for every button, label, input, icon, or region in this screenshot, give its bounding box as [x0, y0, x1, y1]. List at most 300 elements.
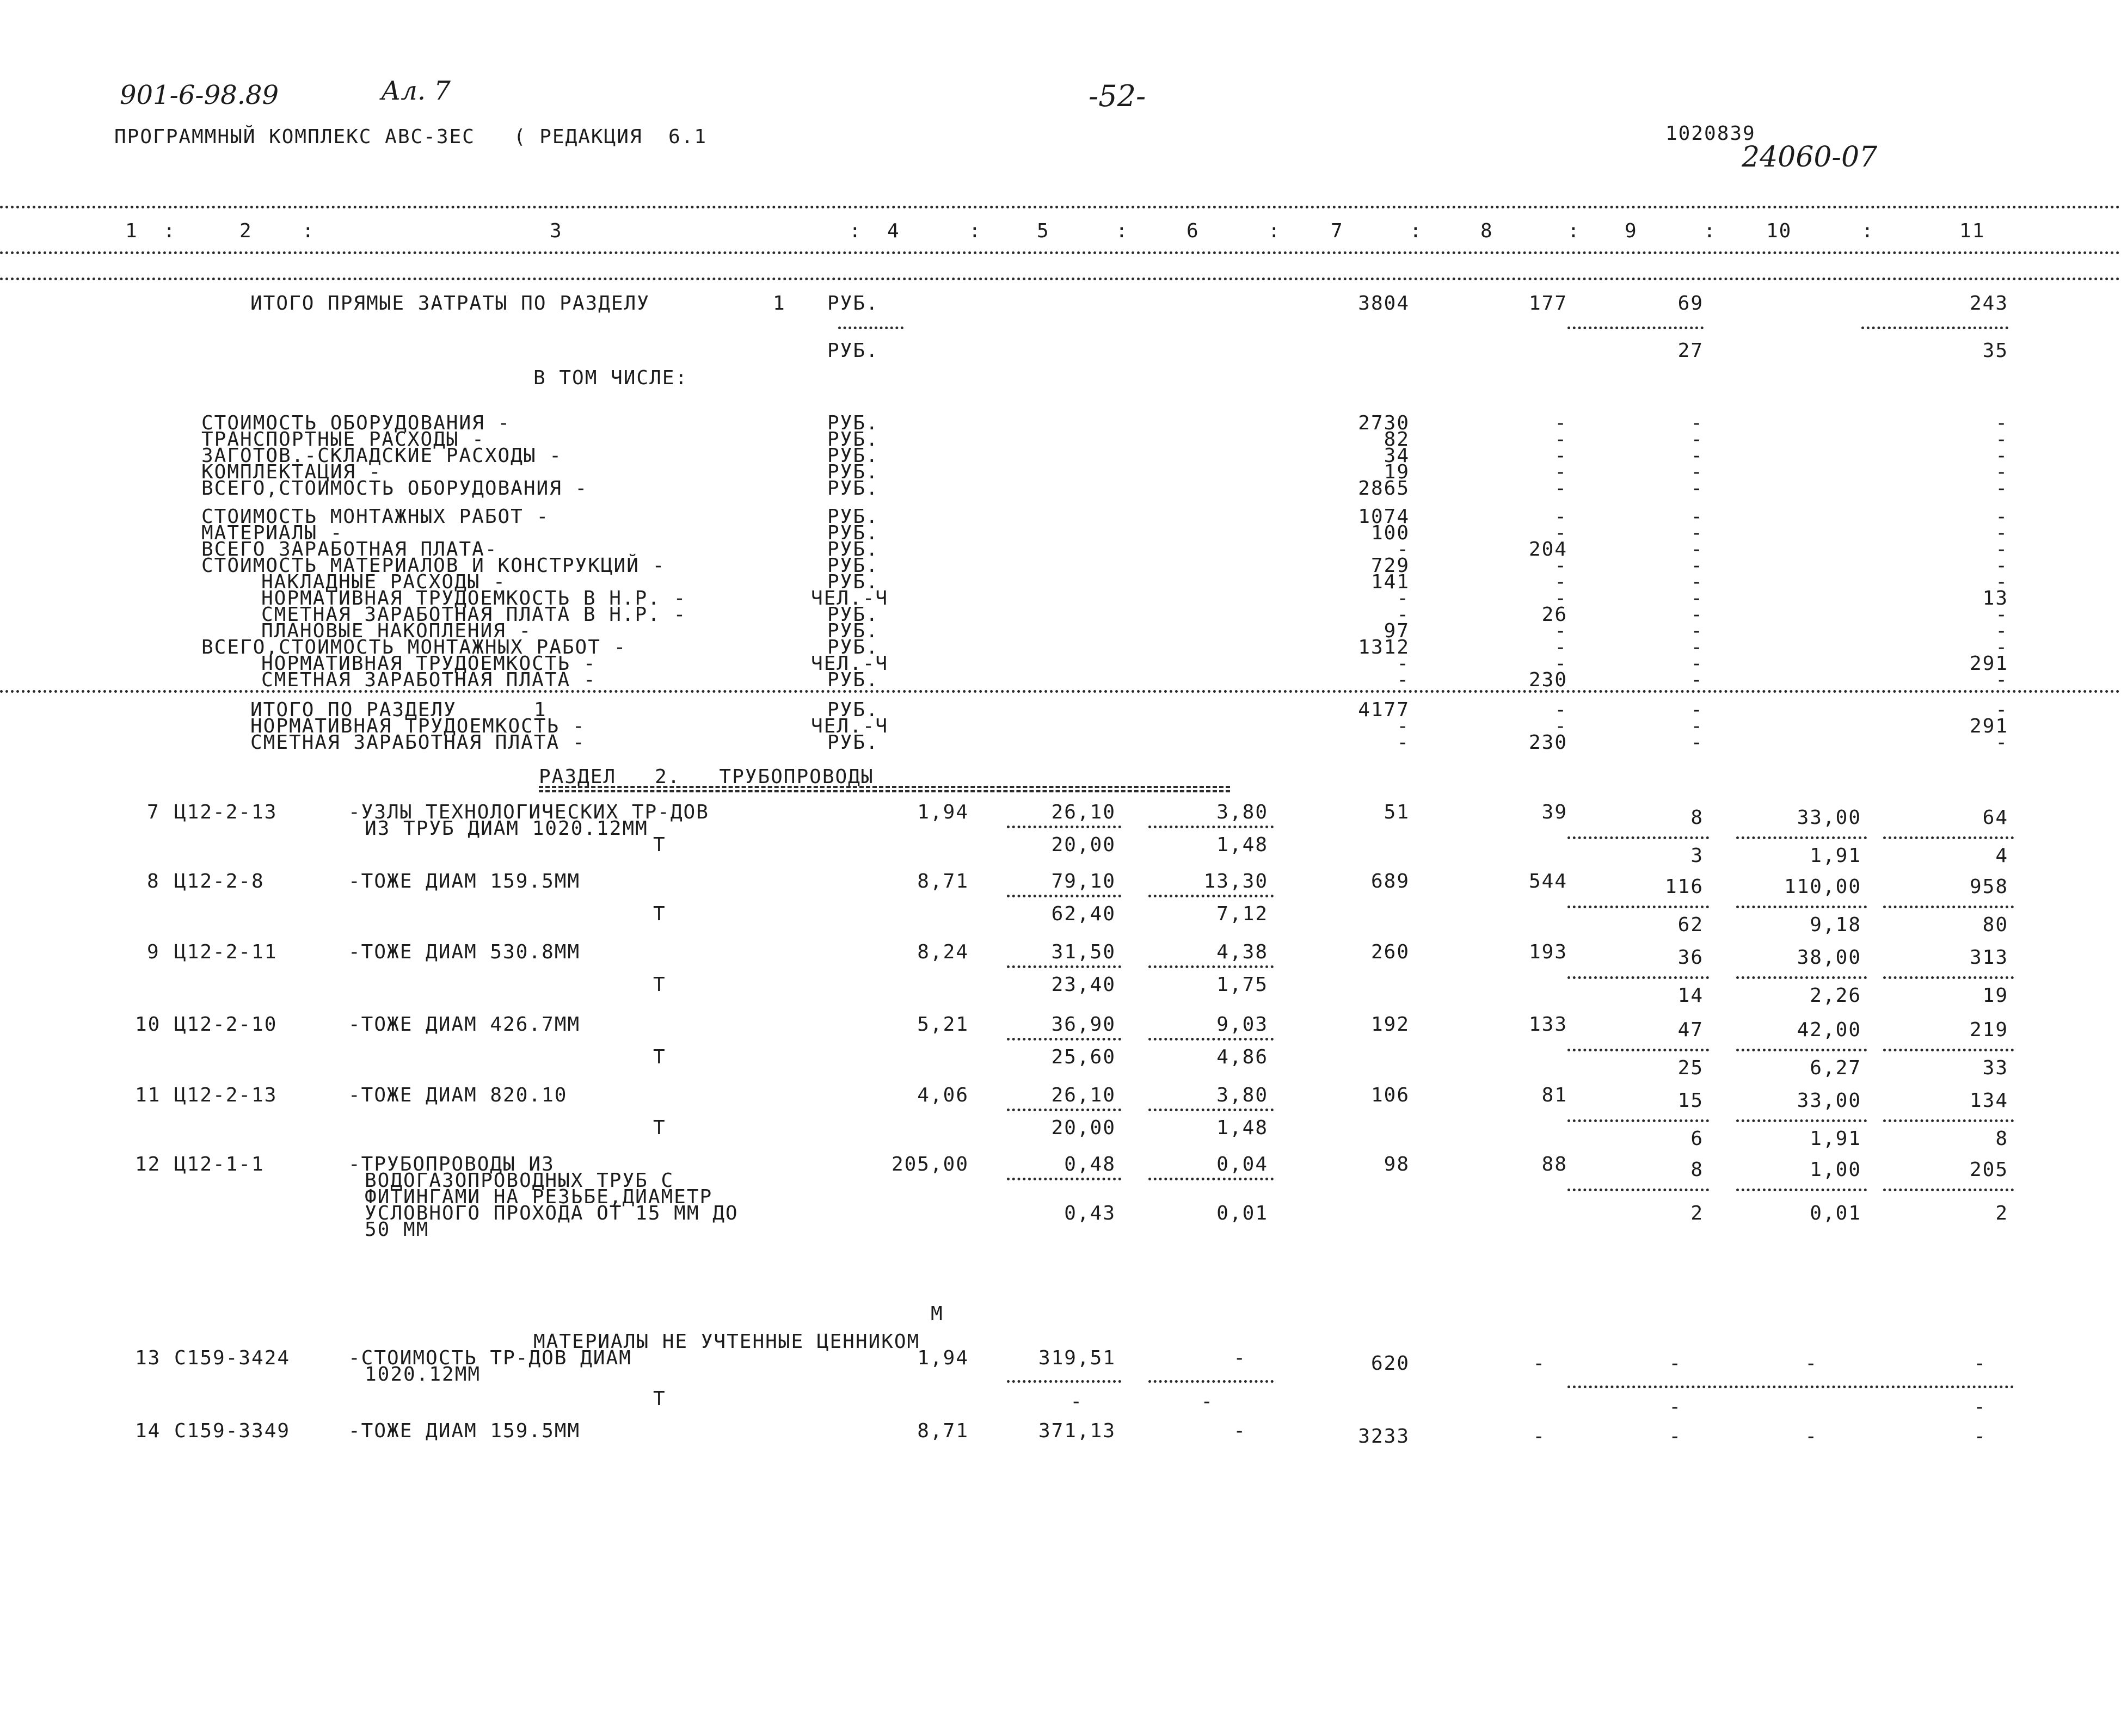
summary-row-label: ВСЕГО ЗАРАБОТНАЯ ПЛАТА- — [201, 538, 498, 561]
material-c9: - — [1669, 1352, 1682, 1375]
summary-row-c8: 26 — [1541, 604, 1567, 626]
section-total-c11: - — [1995, 731, 2008, 754]
summary-row-c11: - — [1995, 445, 2008, 467]
item-c8: 81 — [1541, 1084, 1567, 1106]
item-c5: 26,10 — [1051, 1084, 1116, 1106]
total-direct-unit: РУБ. — [827, 292, 879, 315]
summary-row-c8: - — [1554, 522, 1567, 544]
item-c7: 689 — [1370, 870, 1410, 892]
item-rule-c5 — [1007, 1038, 1121, 1041]
summary-row-unit: РУБ. — [827, 555, 879, 577]
item-description: ВОДОГАЗОПРОВОДНЫХ ТРУБ С — [365, 1169, 674, 1192]
summary-row-c7: 82 — [1384, 428, 1410, 451]
material-number: 14 — [135, 1420, 161, 1442]
section-total-c7: - — [1397, 715, 1410, 737]
header-rule-bottom — [0, 251, 2121, 254]
material-c6: - — [1233, 1420, 1246, 1442]
item-sub-mark: Т — [653, 1046, 666, 1068]
item-sub-c11: 19 — [1982, 984, 2008, 1007]
item-c9: 15 — [1677, 1089, 1704, 1112]
column-header-c9: 9 — [1625, 220, 1638, 242]
summary-row-c8: - — [1554, 587, 1567, 610]
item-rule-c6 — [1148, 1109, 1274, 1111]
item-c11: 958 — [1969, 876, 2008, 898]
item-sub-c11: 4 — [1995, 845, 2008, 867]
item-code: Ц12-2-13 — [174, 801, 278, 823]
item-c7: 192 — [1370, 1013, 1410, 1036]
item-rule-c9 — [1567, 1189, 1709, 1191]
column-separator: : — [1567, 220, 1581, 242]
summary-row-label: СТОИМОСТЬ МОНТАЖНЫХ РАБОТ - — [201, 506, 550, 528]
summary-row-c7: 97 — [1384, 620, 1410, 642]
section-total-label: НОРМАТИВНАЯ ТРУДОЕМКОСТЬ - — [250, 715, 586, 737]
total-direct-c9: 69 — [1677, 292, 1704, 315]
summary-row-unit: РУБ. — [827, 620, 879, 642]
item-rule-c5 — [1007, 1109, 1121, 1111]
item-code: Ц12-2-8 — [174, 870, 265, 892]
summary-row-c7: 19 — [1384, 461, 1410, 483]
item-c9: 36 — [1677, 946, 1704, 969]
material-c10: - — [1805, 1425, 1818, 1448]
total-direct-unit-2: РУБ. — [827, 340, 879, 362]
total-direct-c8: 177 — [1528, 292, 1567, 315]
section-2-underline-2 — [539, 790, 1230, 792]
column-separator: : — [1861, 220, 1874, 242]
section-total-label: СМЕТНАЯ ЗАРАБОТНАЯ ПЛАТА - — [250, 731, 586, 754]
summary-row-unit: РУБ. — [827, 538, 879, 561]
summary-row-c8: 204 — [1528, 538, 1567, 561]
item-c11: 205 — [1969, 1159, 2008, 1181]
summary-row-c9: - — [1690, 604, 1704, 626]
column-separator: : — [163, 220, 176, 242]
item-rule-c10 — [1736, 906, 1867, 908]
item-quantity: 5,21 — [917, 1013, 969, 1036]
section-2-underline — [539, 786, 1230, 788]
total-direct-section: 1 — [773, 292, 786, 315]
item-c5: 36,90 — [1051, 1013, 1116, 1036]
material-sub-c9: - — [1669, 1396, 1682, 1418]
summary-row-c7: 1074 — [1358, 506, 1410, 528]
item-rule-c5 — [1007, 1178, 1121, 1180]
material-c10: - — [1805, 1352, 1818, 1375]
column-separator: : — [1704, 220, 1717, 242]
item-code: Ц12-2-11 — [174, 941, 278, 963]
total-direct-c9-2: 27 — [1677, 340, 1704, 362]
item-c10: 33,00 — [1797, 1089, 1861, 1112]
item-sub-c6: 1,48 — [1216, 834, 1268, 856]
summary-row-c11: - — [1995, 636, 2008, 658]
summary-row-unit: РУБ. — [827, 428, 879, 451]
item-number: 11 — [135, 1084, 161, 1106]
including-label: В ТОМ ЧИСЛЕ: — [533, 367, 688, 389]
item-c5: 0,48 — [1064, 1153, 1116, 1175]
item-description: -ТОЖЕ ДИАМ 426.7ММ — [348, 1013, 581, 1036]
material-c7: 3233 — [1358, 1425, 1410, 1448]
item-rule-c5 — [1007, 826, 1121, 828]
item-sub-c6: 7,12 — [1216, 903, 1268, 925]
summary-row-c8: - — [1554, 636, 1567, 658]
column-separator: : — [969, 220, 982, 242]
summary-row-label: НАКЛАДНЫЕ РАСХОДЫ - — [261, 571, 506, 593]
header-rule-top — [0, 206, 2121, 208]
item-rule-c6 — [1148, 965, 1274, 968]
summary-row-label: ТРАНСПОРТНЫЕ РАСХОДЫ - — [201, 428, 485, 451]
section-total-c9: - — [1690, 715, 1704, 737]
item-rule-c5 — [1007, 895, 1121, 897]
item-c6: 4,38 — [1216, 941, 1268, 963]
item-rule-c6 — [1148, 1038, 1274, 1041]
summary-row-c8: - — [1554, 461, 1567, 483]
handwritten-album: Ал. 7 — [381, 76, 451, 106]
item-c8: 39 — [1541, 801, 1567, 823]
summary-row-c9: - — [1690, 506, 1704, 528]
summary-row-c8: - — [1554, 477, 1567, 500]
item-sub-mark: Т — [653, 974, 666, 996]
material-c8: - — [1533, 1425, 1546, 1448]
item-description: ИЗ ТРУБ ДИАМ 1020.12ММ — [365, 817, 648, 840]
material-c11: - — [1974, 1425, 1987, 1448]
item-c6: 3,80 — [1216, 1084, 1268, 1106]
material-c5: 371,13 — [1038, 1420, 1116, 1442]
item-c5: 31,50 — [1051, 941, 1116, 963]
item-c11: 134 — [1969, 1089, 2008, 1112]
section-total-c9: - — [1690, 731, 1704, 754]
summary-row-label: СМЕТНАЯ ЗАРАБОТНАЯ ПЛАТА - — [261, 669, 597, 691]
summary-row-c9: - — [1690, 445, 1704, 467]
summary-row-c9: - — [1690, 538, 1704, 561]
summary-row-unit: РУБ. — [827, 604, 879, 626]
item-sub-c6: 1,75 — [1216, 974, 1268, 996]
item-sub-c5: 23,40 — [1051, 974, 1116, 996]
item-c11: 219 — [1969, 1019, 2008, 1041]
summary-row-c7: 141 — [1370, 571, 1410, 593]
summary-row-unit: РУБ. — [827, 522, 879, 544]
material-c7: 620 — [1370, 1352, 1410, 1375]
item-sub-c6: 1,48 — [1216, 1117, 1268, 1139]
summary-row-c11: - — [1995, 571, 2008, 593]
summary-row-c11: - — [1995, 620, 2008, 642]
material-c6: - — [1233, 1347, 1246, 1369]
item-c8: 88 — [1541, 1153, 1567, 1175]
item-description: 50 ММ — [365, 1218, 429, 1241]
total-direct-label: ИТОГО ПРЯМЫЕ ЗАТРАТЫ ПО РАЗДЕЛУ — [250, 292, 650, 315]
summary-row-c9: - — [1690, 461, 1704, 483]
summary-row-unit: РУБ. — [827, 571, 879, 593]
column-separator: : — [302, 220, 315, 242]
summary-row-c8: - — [1554, 412, 1567, 434]
item-sub-c9: 6 — [1690, 1128, 1704, 1150]
item-c7: 260 — [1370, 941, 1410, 963]
column-separator: : — [1116, 220, 1129, 242]
total-direct-c11: 243 — [1969, 292, 2008, 315]
section-2-title: РАЗДЕЛ 2. ТРУБОПРОВОДЫ — [539, 766, 874, 788]
summary-row-c11: - — [1995, 604, 2008, 626]
section-total-c7: 4177 — [1358, 699, 1410, 721]
item-c5: 26,10 — [1051, 801, 1116, 823]
c11-underline — [1861, 327, 2008, 329]
item-code: Ц12-2-13 — [174, 1084, 278, 1106]
summary-rule — [0, 278, 2121, 280]
section-total-c11: 291 — [1969, 715, 2008, 737]
item-sub-c5: 25,60 — [1051, 1046, 1116, 1068]
column-separator: : — [1268, 220, 1281, 242]
summary-row-c11: - — [1995, 506, 2008, 528]
section-total-unit: РУБ. — [827, 699, 879, 721]
item-sub-c5: 62,40 — [1051, 903, 1116, 925]
materials-note: МАТЕРИАЛЫ НЕ УЧТЕННЫЕ ЦЕННИКОМ — [533, 1331, 920, 1353]
summary-row-label: СТОИМОСТЬ ОБОРУДОВАНИЯ - — [201, 412, 511, 434]
summary-row-c11: - — [1995, 522, 2008, 544]
summary-row-c11: - — [1995, 669, 2008, 691]
section-total-c8: - — [1554, 699, 1567, 721]
summary-row-label: КОМПЛЕКТАЦИЯ - — [201, 461, 382, 483]
item-sub-c11: 8 — [1995, 1128, 2008, 1150]
total-direct-c11-2: 35 — [1982, 340, 2008, 362]
summary-row-c8: 230 — [1528, 669, 1567, 691]
material-rule-right — [1567, 1386, 2014, 1388]
summary-row-c11: 13 — [1982, 587, 2008, 610]
item-c10: 1,00 — [1810, 1159, 1861, 1181]
summary-row-c11: 291 — [1969, 652, 2008, 675]
summary-row-unit: РУБ. — [827, 477, 879, 500]
material-description: -СТОИМОСТЬ ТР-ДОВ ДИАМ — [348, 1347, 632, 1369]
item-number: 9 — [147, 941, 160, 963]
summary-row-c11: - — [1995, 428, 2008, 451]
summary-row-c7: 2865 — [1358, 477, 1410, 500]
summary-row-c7: - — [1397, 669, 1410, 691]
item-c8: 544 — [1528, 870, 1567, 892]
item-number: 7 — [147, 801, 160, 823]
item-sub-c11: 33 — [1982, 1057, 2008, 1079]
summary-row-c9: - — [1690, 587, 1704, 610]
item-rule-c9 — [1567, 976, 1709, 979]
material-sub-c6: - — [1201, 1390, 1214, 1413]
summary-row-c11: - — [1995, 461, 2008, 483]
item-rule-c11 — [1883, 1189, 2014, 1191]
item-sub-c10: 9,18 — [1810, 914, 1861, 936]
summary-row-unit: РУБ. — [827, 669, 879, 691]
item-c9: 8 — [1690, 1159, 1704, 1181]
item-sub-c10: 1,91 — [1810, 845, 1861, 867]
summary-row-c9: - — [1690, 669, 1704, 691]
material-description: 1020.12ММ — [365, 1363, 481, 1386]
summary-row-label: СТОИМОСТЬ МАТЕРИАЛОВ И КОНСТРУКЦИЙ - — [201, 555, 666, 577]
item-c10: 42,00 — [1797, 1019, 1861, 1041]
summary-row-unit: РУБ. — [827, 445, 879, 467]
material-code: С159-3349 — [174, 1420, 291, 1442]
item-sub-mark: Т — [653, 1117, 666, 1139]
column-header-c6: 6 — [1186, 220, 1200, 242]
summary-row-unit: ЧЕЛ.-Ч — [811, 652, 889, 675]
item-rule-c11 — [1883, 1049, 2014, 1051]
summary-row-c9: - — [1690, 620, 1704, 642]
item-quantity: 205,00 — [891, 1153, 969, 1175]
item-code: Ц12-1-1 — [174, 1153, 265, 1175]
material-quantity: 8,71 — [917, 1420, 969, 1442]
item-sub-c5: 20,00 — [1051, 834, 1116, 856]
summary-row-c9: - — [1690, 428, 1704, 451]
item-c6: 0,04 — [1216, 1153, 1268, 1175]
column-header-c2: 2 — [239, 220, 253, 242]
item-description: -ТОЖЕ ДИАМ 820.10 — [348, 1084, 568, 1106]
item-sub-mark: М — [931, 1303, 944, 1325]
item-c11: 64 — [1982, 807, 2008, 829]
column-header-c11: 11 — [1959, 220, 1985, 242]
item-sub-c10: 2,26 — [1810, 984, 1861, 1007]
summary-row-c11: - — [1995, 477, 2008, 500]
program-header: ПРОГРАММНЫЙ КОМПЛЕКС АВС-3ЕС ( РЕДАКЦИЯ 6.1 — [114, 126, 707, 148]
item-rule-c10 — [1736, 1049, 1867, 1051]
summary-row-c8: - — [1554, 506, 1567, 528]
item-rule-c9 — [1567, 1049, 1709, 1051]
section-total-rule — [0, 690, 2121, 693]
summary-row-label: ВСЕГО,СТОИМОСТЬ МОНТАЖНЫХ РАБОТ - — [201, 636, 627, 658]
item-sub-c10: 0,01 — [1810, 1202, 1861, 1224]
column-header-c4: 4 — [887, 220, 900, 242]
section-total-c9: - — [1690, 699, 1704, 721]
item-rule-c11 — [1883, 976, 2014, 979]
material-c11: - — [1974, 1352, 1987, 1375]
summary-row-c8: - — [1554, 652, 1567, 675]
summary-row-unit: ЧЕЛ.-Ч — [811, 587, 889, 610]
item-c7: 51 — [1384, 801, 1410, 823]
item-c11: 313 — [1969, 946, 2008, 969]
item-sub-c6: 0,01 — [1216, 1202, 1268, 1224]
item-rule-c5 — [1007, 965, 1121, 968]
summary-row-c9: - — [1690, 555, 1704, 577]
summary-row-c9: - — [1690, 477, 1704, 500]
item-c10: 33,00 — [1797, 807, 1861, 829]
column-header-c5: 5 — [1037, 220, 1050, 242]
item-rule-c10 — [1736, 1119, 1867, 1122]
item-code: Ц12-2-10 — [174, 1013, 278, 1036]
item-quantity: 1,94 — [917, 801, 969, 823]
material-rule-c5 — [1007, 1380, 1121, 1383]
column-header-c8: 8 — [1480, 220, 1493, 242]
summary-row-label: МАТЕРИАЛЫ - — [201, 522, 343, 544]
item-c6: 9,03 — [1216, 1013, 1268, 1036]
unit-underline — [838, 327, 903, 329]
item-quantity: 4,06 — [917, 1084, 969, 1106]
summary-row-c7: 729 — [1370, 555, 1410, 577]
summary-row-c11: - — [1995, 412, 2008, 434]
material-description: -ТОЖЕ ДИАМ 159.5ММ — [348, 1420, 581, 1442]
summary-row-c11: - — [1995, 555, 2008, 577]
item-rule-c9 — [1567, 1119, 1709, 1122]
item-c8: 193 — [1528, 941, 1567, 963]
summary-row-c9: - — [1690, 522, 1704, 544]
item-rule-c6 — [1148, 895, 1274, 897]
item-rule-c11 — [1883, 1119, 2014, 1122]
item-c8: 133 — [1528, 1013, 1567, 1036]
summary-row-c7: - — [1397, 587, 1410, 610]
summary-row-c7: - — [1397, 604, 1410, 626]
page-number: -52- — [1089, 79, 1146, 113]
item-sub-c5: 20,00 — [1051, 1117, 1116, 1139]
summary-row-label: ПЛАНОВЫЕ НАКОПЛЕНИЯ - — [261, 620, 532, 642]
column-separator: : — [849, 220, 862, 242]
column-header-c3: 3 — [550, 220, 563, 242]
summary-row-c7: - — [1397, 538, 1410, 561]
section-total-unit: РУБ. — [827, 731, 879, 754]
summary-row-label: ЗАГОТОВ.-СКЛАДСКИЕ РАСХОДЫ - — [201, 445, 562, 467]
item-c9: 8 — [1690, 807, 1704, 829]
material-sub-c11: - — [1974, 1396, 1987, 1418]
summary-row-unit: РУБ. — [827, 636, 879, 658]
summary-row-c8: - — [1554, 445, 1567, 467]
summary-row-label: СМЕТНАЯ ЗАРАБОТНАЯ ПЛАТА В Н.Р. - — [261, 604, 687, 626]
material-c8: - — [1533, 1352, 1546, 1375]
item-number: 12 — [135, 1153, 161, 1175]
handwritten-inventory: 24060-07 — [1742, 141, 1878, 174]
item-sub-c5: 0,43 — [1064, 1202, 1116, 1224]
item-sub-c10: 1,91 — [1810, 1128, 1861, 1150]
item-number: 8 — [147, 870, 160, 892]
item-rule-c9 — [1567, 906, 1709, 908]
item-sub-c11: 80 — [1982, 914, 2008, 936]
summary-row-c9: - — [1690, 571, 1704, 593]
summary-row-c8: - — [1554, 555, 1567, 577]
item-rule-c6 — [1148, 1178, 1274, 1180]
item-sub-c9: 2 — [1690, 1202, 1704, 1224]
item-description: ФИТИНГАМИ НА РЕЗЬБЕ,ДИАМЕТР — [365, 1186, 713, 1208]
item-description: -УЗЛЫ ТЕХНОЛОГИЧЕСКИХ ТР-ДОВ — [348, 801, 709, 823]
summary-row-c8: - — [1554, 571, 1567, 593]
item-rule-c10 — [1736, 836, 1867, 839]
handwritten-doc-code: 901-6-98.89 — [120, 80, 279, 110]
summary-row-c7: - — [1397, 652, 1410, 675]
item-number: 10 — [135, 1013, 161, 1036]
item-rule-c11 — [1883, 836, 2014, 839]
material-mark: Т — [653, 1388, 666, 1410]
item-sub-c11: 2 — [1995, 1202, 2008, 1224]
item-description: -ТОЖЕ ДИАМ 530.8ММ — [348, 941, 581, 963]
section-total-unit: ЧЕЛ.-Ч — [811, 715, 889, 737]
material-number: 13 — [135, 1347, 161, 1369]
summary-row-c8: - — [1554, 428, 1567, 451]
item-sub-c9: 62 — [1677, 914, 1704, 936]
section-total-c11: - — [1995, 699, 2008, 721]
summary-row-c7: 1312 — [1358, 636, 1410, 658]
item-description: -ТРУБОПРОВОДЫ ИЗ — [348, 1153, 555, 1175]
item-rule-c11 — [1883, 906, 2014, 908]
summary-row-unit: РУБ. — [827, 412, 879, 434]
summary-row-label: НОРМАТИВНАЯ ТРУДОЕМКОСТЬ В Н.Р. - — [261, 587, 687, 610]
item-quantity: 8,71 — [917, 870, 969, 892]
item-c7: 106 — [1370, 1084, 1410, 1106]
item-quantity: 8,24 — [917, 941, 969, 963]
summary-row-label: НОРМАТИВНАЯ ТРУДОЕМКОСТЬ - — [261, 652, 597, 675]
item-rule-c9 — [1567, 836, 1709, 839]
summary-row-unit: РУБ. — [827, 461, 879, 483]
item-sub-c9: 25 — [1677, 1057, 1704, 1079]
material-c5: 319,51 — [1038, 1347, 1116, 1369]
item-sub-c10: 6,27 — [1810, 1057, 1861, 1079]
summary-row-c9: - — [1690, 636, 1704, 658]
section-total-c8: 230 — [1528, 731, 1567, 754]
item-c5: 79,10 — [1051, 870, 1116, 892]
total-direct-c7: 3804 — [1358, 292, 1410, 315]
item-c6: 3,80 — [1216, 801, 1268, 823]
summary-row-label: ВСЕГО,СТОИМОСТЬ ОБОРУДОВАНИЯ - — [201, 477, 588, 500]
item-sub-mark: Т — [653, 834, 666, 856]
doc-number: 1020839 — [1665, 122, 1756, 145]
summary-row-c9: - — [1690, 652, 1704, 675]
item-c10: 110,00 — [1784, 876, 1861, 898]
item-c9: 47 — [1677, 1019, 1704, 1041]
material-rule-c6 — [1148, 1380, 1274, 1383]
summary-row-c9: - — [1690, 412, 1704, 434]
